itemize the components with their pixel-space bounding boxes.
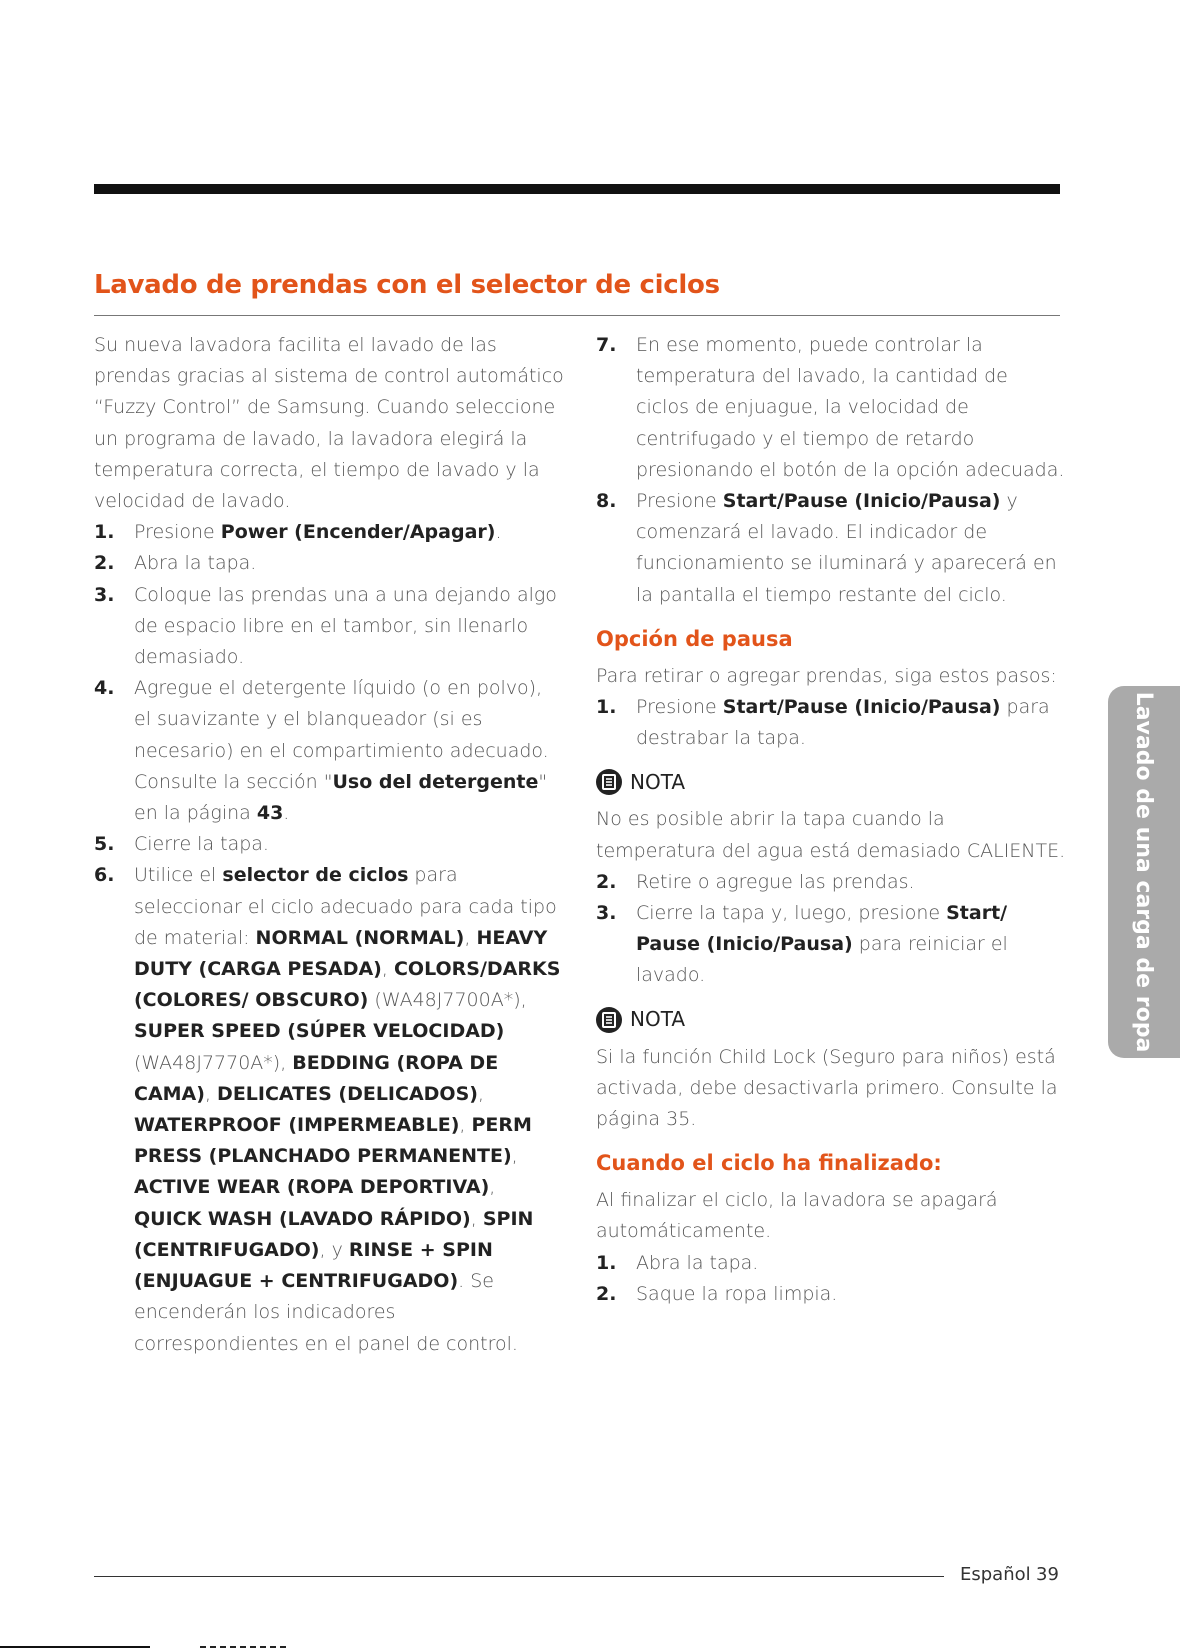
step-number: 7.	[596, 334, 617, 356]
step-text: Presione	[134, 521, 221, 544]
note-text-2: Si la función Child Lock (Seguro para niños) está activada, debe desactivarla primero. Consulte la página 35.	[596, 1045, 1058, 1131]
emphasized-text: PERM PRESS (PLANCHADO PERMANENTE)	[134, 1114, 532, 1168]
step-text: " en la página	[134, 770, 548, 825]
step-text: .	[495, 521, 502, 544]
step-text: Saque la ropa limpia.	[636, 1282, 838, 1305]
step-text: Retire o agregue las prendas.	[636, 870, 915, 893]
emphasized-text: 43	[256, 802, 284, 825]
header-rule	[94, 184, 1060, 194]
emphasized-text: NORMAL (NORMAL)	[255, 926, 465, 949]
note-callout-1	[596, 764, 1066, 800]
step-number: 8.	[596, 490, 617, 513]
list-item	[94, 580, 564, 674]
cycle-finished-intro: Al finalizar el ciclo, la lavadora se apagará automáticamente.	[596, 1189, 998, 1243]
title-underline	[94, 315, 1060, 316]
emphasized-text: Uso del detergente	[332, 770, 539, 793]
list-item	[94, 829, 564, 860]
step-text: , y	[319, 1238, 349, 1261]
cycle-finished-steps-list	[596, 1248, 1066, 1310]
emphasized-text: Start/Pause (Inicio/Pausa)	[722, 490, 1001, 513]
list-item	[596, 867, 1066, 898]
intro-paragraph: Su nueva lavadora facilita el lavado de las prendas gracias al sistema de control automático “Fuzzy Control” de Samsung. Cuando seleccione un programa de lavado, la lavadora elegirá la temperatura correcta, el tiempo de lavado y la velocidad de lavado.	[94, 334, 564, 513]
step-text: En ese momento, puede controlar la temperatura del lavado, la cantidad de ciclos de enjuague, la velocidad de centrifugado y el tiempo de retardo presionando el botón de la opción adecuada.	[636, 334, 1065, 481]
step-text: para destrabar la tapa.	[636, 696, 1050, 750]
note-callout-2	[596, 1002, 1066, 1038]
step-text: ,	[489, 1176, 496, 1199]
step-text: Cierre la tapa y, luego, presione	[636, 902, 947, 925]
note-label: NOTA	[630, 769, 686, 794]
step-text: ,	[464, 926, 477, 949]
step-text: Coloque las prendas una a una dejando algo de espacio libre en el tambor, sin llenarlo demasiado.	[134, 583, 557, 669]
step-text: para reiniciar el lavado.	[636, 933, 1008, 987]
step-number: 4.	[94, 677, 115, 700]
list-item	[94, 860, 564, 1359]
step-text: y comenzará el lavado. El indicador de funcionamiento se iluminará y aparecerá en la pantalla el tiempo restante del ciclo.	[636, 490, 1057, 606]
step-number: 1.	[596, 696, 617, 719]
emphasized-text: WATERPROOF (IMPERMEABLE)	[134, 1114, 460, 1137]
page-number: 39	[1036, 1564, 1059, 1585]
emphasized-text: SUPER SPEED (SÚPER VELOCIDAD)	[134, 1020, 505, 1043]
emphasized-text: SPIN (CENTRIFUGADO)	[134, 1207, 534, 1261]
step-text: Abra la tapa.	[636, 1251, 759, 1274]
emphasized-text: Start/Pause (Inicio/Pausa)	[722, 696, 1001, 719]
emphasized-text: BEDDING (ROPA DE CAMA)	[134, 1051, 499, 1105]
list-item	[94, 548, 564, 579]
step-number: 1.	[94, 521, 115, 544]
note-label: NOTA	[630, 1007, 686, 1032]
footer-rule	[94, 1576, 944, 1577]
emphasized-text: COLORS/DARKS (COLORES/ OBSCURO)	[134, 958, 561, 1012]
step-text: (WA48J7770A*),	[134, 1051, 293, 1074]
step-number: 2.	[596, 870, 617, 893]
step-text: para seleccionar el ciclo adecuado para cada tipo de material:	[134, 864, 557, 949]
emphasized-text: ACTIVE WEAR (ROPA DEPORTIVA)	[134, 1176, 490, 1199]
emphasized-text: DELICATES (DELICADOS)	[217, 1082, 478, 1105]
emphasized-text: Power (Encender/Apagar)	[220, 521, 496, 544]
pause-option-heading: Opción de pausa	[596, 626, 793, 651]
pause-steps-list-a	[596, 692, 1066, 754]
step-text: Utilice el	[134, 864, 223, 887]
step-number: 3.	[596, 902, 617, 925]
footer-language: Español	[960, 1564, 1031, 1585]
page-title: Lavado de prendas con el selector de ciclos	[94, 270, 720, 300]
step-number: 1.	[596, 1251, 617, 1274]
emphasized-text: QUICK WASH (LAVADO RÁPIDO)	[134, 1207, 471, 1230]
list-item	[596, 898, 1066, 992]
step-number: 2.	[596, 1282, 617, 1305]
step-number: 6.	[94, 864, 115, 887]
step-text: Presione	[636, 696, 723, 719]
step-text: .	[283, 802, 290, 825]
list-item	[596, 692, 1066, 754]
step-number: 2.	[94, 552, 115, 575]
step-text: Agregue el detergente líquido (o en polvo), el suavizante y el blanqueador (si es necesario) en el compartimiento adecuado. Consulte la sección "	[134, 677, 549, 793]
step-text: Presione	[636, 490, 723, 513]
step-text: (WA48J7700A*),	[368, 989, 527, 1012]
note-icon	[596, 769, 622, 795]
emphasized-text: HEAVY DUTY (CARGA PESADA)	[134, 926, 548, 981]
left-column	[94, 330, 564, 1360]
note-text-1: No es posible abrir la tapa cuando la temperatura del agua está demasiado CALIENTE.	[596, 808, 1066, 862]
step-number: 3.	[94, 583, 115, 606]
list-item	[94, 673, 564, 829]
step-text: ,	[470, 1207, 483, 1230]
list-item	[596, 330, 1066, 486]
list-item	[596, 1279, 1066, 1310]
wash-steps-continued-list	[596, 330, 1066, 611]
step-text: . Se encenderán los indicadores correspondientes en el panel de control.	[134, 1270, 518, 1355]
emphasized-text: Start/ Pause (Inicio/Pausa)	[636, 902, 1008, 956]
step-text: ,	[511, 1145, 518, 1168]
pause-intro: Para retirar o agregar prendas, siga estos pasos:	[596, 664, 1057, 687]
emphasized-text: selector de ciclos	[222, 864, 409, 887]
step-text: Cierre la tapa.	[134, 833, 269, 856]
scan-edge-mark	[0, 1646, 150, 1648]
step-text: ,	[204, 1082, 218, 1105]
list-item	[596, 1248, 1066, 1279]
section-side-tab	[1108, 686, 1180, 1058]
step-text: Abra la tapa.	[134, 552, 257, 575]
emphasized-text: RINSE + SPIN (ENJUAGUE + CENTRIFUGADO)	[134, 1238, 493, 1293]
step-text: ,	[381, 958, 394, 981]
list-item	[596, 486, 1066, 611]
wash-steps-list	[94, 517, 564, 1359]
step-text: ,	[459, 1114, 472, 1137]
step-text: ,	[477, 1082, 484, 1105]
cycle-finished-heading: Cuando el ciclo ha finalizado:	[596, 1151, 942, 1176]
pause-steps-list-b	[596, 867, 1066, 992]
side-tab-label: Lavado de una carga de ropa	[1131, 691, 1157, 1053]
note-icon	[596, 1007, 622, 1033]
step-number: 5.	[94, 833, 115, 856]
list-item	[94, 517, 564, 548]
right-column	[596, 330, 1066, 1310]
scan-edge-mark	[200, 1646, 290, 1648]
